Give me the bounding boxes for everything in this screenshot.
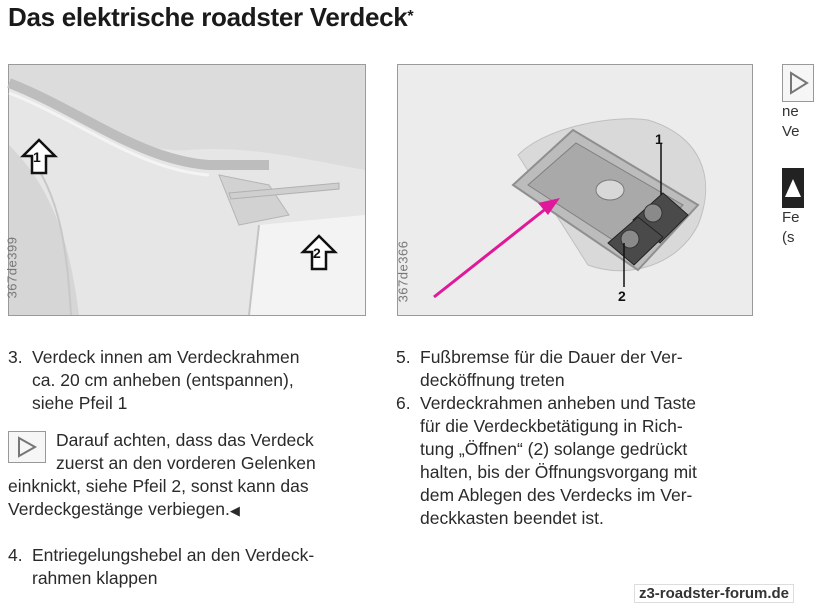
callout-1-label: 1: [655, 131, 663, 147]
step-3-line-1: Verdeck innen am Verdeckrahmen: [32, 347, 300, 367]
step-3-line-3: siehe Pfeil 1: [32, 393, 128, 413]
step-3: [8, 346, 380, 415]
arrow-2-label: 2: [313, 245, 321, 261]
step-5: [396, 346, 768, 392]
page-title: [8, 2, 413, 33]
step-6-line-2: für die Verdeckbetätigung in Rich-: [420, 416, 683, 436]
roof-switch-illustration: [398, 65, 752, 315]
step-number: 3.: [8, 347, 23, 367]
watermark: z3-roadster-forum.de: [634, 584, 794, 603]
end-mark-icon: ◀: [229, 503, 240, 518]
right-fragment-1: ne: [782, 103, 799, 120]
note-icon: [782, 64, 814, 102]
note-line-1: Darauf achten, dass das Verdeck: [56, 430, 314, 450]
step-6-line-3: tung „Öffnen“ (2) solange gedrückt: [420, 439, 688, 459]
warning-icon: [782, 168, 804, 208]
note-icon: [8, 431, 46, 463]
step-6: [396, 392, 768, 530]
right-fragment-3: Fe: [782, 209, 800, 226]
note-line-4: Verdeckgestänge verbiegen.: [8, 499, 230, 519]
note-line-3: einknickt, siehe Pfeil 2, sonst kann das: [8, 476, 309, 496]
note-line-2: zuerst an den vorderen Gelenken: [56, 453, 316, 473]
figure-code: 367de399: [4, 236, 20, 299]
figure-code: 367de366: [395, 240, 411, 303]
step-3-line-2: ca. 20 cm anheben (entspannen),: [32, 370, 294, 390]
step-4-line-1: Entriegelungshebel an den Verdeck-: [32, 545, 315, 565]
step-number: 5.: [396, 347, 411, 367]
step-6-line-1: Verdeckrahmen anheben und Taste: [420, 393, 696, 413]
step-5-line-2: decköffnung treten: [420, 370, 565, 390]
callout-2-label: 2: [618, 288, 626, 304]
right-column-fragment: [782, 64, 812, 248]
right-fragment-2: Ve: [782, 123, 800, 140]
note-line-4-wrap: [8, 498, 380, 522]
step-number: 4.: [8, 545, 23, 565]
left-instructions: [8, 346, 380, 590]
step-6-line-4: halten, bis der Öffnungsvorgang mit: [420, 462, 697, 482]
right-fragment-4: (s: [782, 229, 795, 246]
page-title-text: Das elektrische roadster Verdeck: [8, 2, 408, 32]
step-5-line-1: Fußbremse für die Dauer der Ver-: [420, 347, 683, 367]
figure-roof-switch: [397, 64, 753, 316]
title-asterisk: *: [407, 8, 414, 25]
roof-frame-illustration: [9, 65, 365, 315]
figure-roof-frame: [4, 64, 366, 316]
step-6-line-6: deckkasten beendet ist.: [420, 508, 604, 528]
arrow-1-label: 1: [33, 149, 41, 165]
right-instructions: [396, 346, 768, 530]
step-4-line-2: rahmen klappen: [32, 568, 158, 588]
step-number: 6.: [396, 393, 411, 413]
step-6-line-5: dem Ablegen des Verdecks im Ver-: [420, 485, 693, 505]
caution-note: [8, 429, 380, 522]
step-4: [8, 544, 380, 590]
